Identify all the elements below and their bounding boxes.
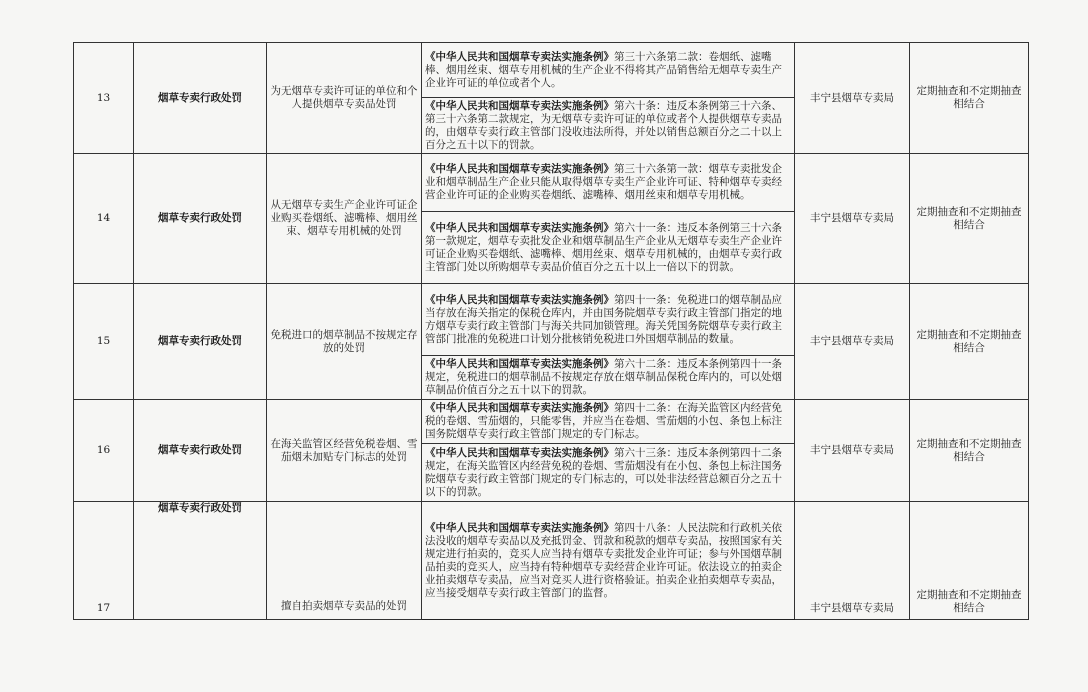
item-cell: 为无烟草专卖许可证的单位和个人提供烟草专卖品处罚 [267,43,422,154]
method-cell: 定期抽查和不定期抽查相结合 [910,284,1029,400]
clause-text: 第六十条：违反本条例第三十六条、第三十六条第二款规定，为无烟草专卖许可证的单位或者个人提供烟草专卖品的，由烟草专卖行政主管部门没收违法所得，并处以销售总额百分之二十以上百分之五十以下的罚款。 [425,99,782,151]
law-title: 《中华人民共和国烟草专卖法实施条例》 [425,402,614,414]
clause-text: 第四十二条：在海关监管区内经营免税的卷烟、雪茄烟的，只能零售，并应当在卷烟、雪茄烟的小包、条包上标注国务院烟草专卖行政主管部门规定的专门标志。 [425,402,782,440]
method-cell: 定期抽查和不定期抽查相结合 [910,400,1029,502]
table-row [74,284,1029,356]
law-title: 《中华人民共和国烟草专卖法实施条例》 [425,163,614,175]
category-cell: 烟草专卖行政处罚 [134,43,267,154]
row-number: 13 [74,43,134,154]
item-cell: 在海关监管区经营免税卷烟、雪茄烟未加贴专门标志的处罚 [267,400,422,502]
department-cell: 丰宁县烟草专卖局 [795,400,910,502]
row-number: 17 [74,502,134,620]
law-title: 《中华人民共和国烟草专卖法实施条例》 [425,99,614,112]
basis-clause [422,444,795,502]
basis-clause [422,284,795,356]
method-cell: 定期抽查和不定期抽查相结合 [910,154,1029,284]
department-cell: 丰宁县烟草专卖局 [795,502,910,620]
clause-text: 第四十一条：免税进口的烟草制品应当存放在海关指定的保税仓库内，并由国务院烟草专卖行政主管部门指定的地方烟草专卖行政主管部门与海关共同加锁管理。海关凭国务院烟草专卖行政主管部门批准的免税进口计划分批核销免税进口外国烟草制品的数量。 [425,293,782,345]
table-row [74,502,1029,620]
basis-clause [422,154,795,212]
basis-clause [422,98,795,154]
row-number: 14 [74,154,134,284]
category-cell: 烟草专卖行政处罚 [134,400,267,502]
row-number: 16 [74,400,134,502]
basis-clause [422,43,795,98]
law-title: 《中华人民共和国烟草专卖法实施条例》 [425,521,614,534]
department-cell: 丰宁县烟草专卖局 [795,43,910,154]
clause-text: 第四十八条：人民法院和行政机关依法没收的烟草专卖品以及充抵罚金、罚款和税款的烟草专卖品，按照国家有关规定进行拍卖的，竞买人应当持有烟草专卖批发企业许可证；参与外国烟草制品拍卖的竞买人，应当持有特种烟草专卖经营企业许可证。依法设立的拍卖企业拍卖烟草专卖品，应当对竞买人进行资格验证。拍卖企业拍卖烟草专卖品，应当接受烟草专卖行政主管部门的监督。 [425,521,782,599]
law-title: 《中华人民共和国烟草专卖法实施条例》 [425,221,614,234]
method-cell: 定期抽查和不定期抽查相结合 [910,43,1029,154]
basis-clause [422,400,795,444]
law-title: 《中华人民共和国烟草专卖法实施条例》 [425,50,614,63]
category-cell: 烟草专卖行政处罚 [134,502,267,620]
table-row [74,43,1029,98]
penalty-table [73,42,1029,620]
basis-clause [422,212,795,284]
table-row [74,154,1029,212]
table-row [74,400,1029,444]
clause-text: 第六十一条：违反本条例第三十六条第一款规定，烟草专卖批发企业和烟草制品生产企业从无烟草专卖生产企业许可证企业购买卷烟纸、滤嘴棒、烟用丝束、烟草专用机械的，由烟草专卖行政主管部门处以所购烟草专卖品价值百分之五十以上一倍以下的罚款。 [425,221,782,273]
law-title: 《中华人民共和国烟草专卖法实施条例》 [425,446,614,459]
basis-clause [422,502,795,620]
item-cell: 免税进口的烟草制品不按规定存放的处罚 [267,284,422,400]
row-number: 15 [74,284,134,400]
item-cell: 从无烟草专卖生产企业许可证企业购买卷烟纸、滤嘴棒、烟用丝束、烟草专用机械的处罚 [267,154,422,284]
department-cell: 丰宁县烟草专卖局 [795,284,910,400]
clause-text: 第三十六条第二款：卷烟纸、滤嘴棒、烟用丝束、烟草专用机械的生产企业不得将其产品销售给无烟草专卖生产企业许可证的单位或者个人。 [425,50,782,89]
item-cell: 擅自拍卖烟草专卖品的处罚 [267,502,422,620]
category-cell: 烟草专卖行政处罚 [134,154,267,284]
department-cell: 丰宁县烟草专卖局 [795,154,910,284]
law-title: 《中华人民共和国烟草专卖法实施条例》 [425,293,614,306]
law-title: 《中华人民共和国烟草专卖法实施条例》 [425,358,614,370]
clause-text: 第六十三条：违反本条例第四十二条规定，在海关监管区内经营免税的卷烟、雪茄烟没有在小包、条包上标注国务院烟草专卖行政主管部门规定的专门标志的，可以处非法经营总额百分之五十以下的罚款。 [425,446,782,498]
clause-text: 第六十二条：违反本条例第四十一条规定，免税进口的烟草制品不按规定存放在烟草制品保税仓库内的，可以处烟草制品价值百分之五十以下的罚款。 [425,358,782,396]
method-cell: 定期抽查和不定期抽查相结合 [910,502,1029,620]
basis-clause [422,356,795,400]
category-cell: 烟草专卖行政处罚 [134,284,267,400]
clause-text: 第三十六条第一款：烟草专卖批发企业和烟草制品生产企业只能从取得烟草专卖生产企业许可证、特种烟草专卖经营企业许可证的企业购买卷烟纸、滤嘴棒、烟用丝束和烟草专用机械。 [425,163,782,201]
